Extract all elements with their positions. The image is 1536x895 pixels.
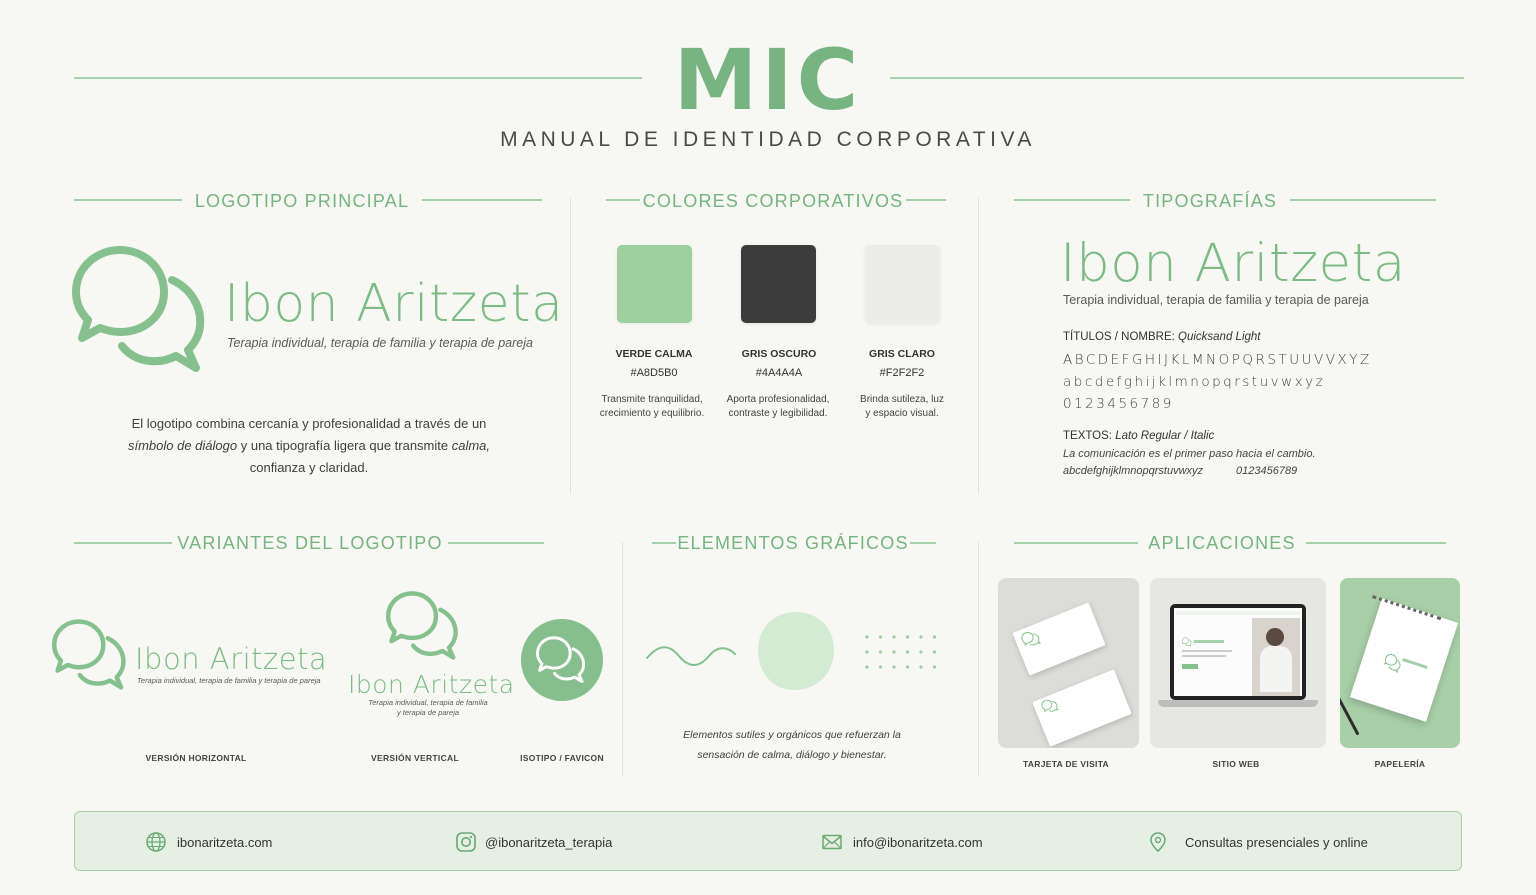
laptop-website-mockup — [1150, 578, 1326, 748]
location-text: Consultas presenciales y online — [1185, 834, 1368, 850]
dot — [933, 635, 936, 638]
caption-horizontal: VERSIÓN HORIZONTAL — [145, 753, 247, 763]
section-rule — [74, 542, 172, 544]
section-rule — [652, 542, 676, 544]
sample-lowercase: abcdefghijklmnopqrstuvwxyz — [1063, 465, 1204, 477]
mail-icon — [821, 831, 843, 853]
section-rule — [1290, 199, 1436, 201]
texts-font-label: TEXTOS: Lato Regular / Italic — [1063, 430, 1215, 442]
section-rule — [906, 199, 946, 201]
globe-icon — [145, 831, 167, 853]
uppercase-sample: ABCDEFGHIJKLMNOPQRSTUUVVXYZ — [1063, 352, 1372, 368]
speech-bubbles-icon — [52, 616, 130, 694]
contact-footer — [74, 811, 1462, 871]
divider — [978, 542, 979, 776]
titles-font-label: TÍTULOS / NOMBRE: Quicksand Light — [1063, 331, 1261, 343]
section-title-aplicaciones: APLICACIONES — [1148, 533, 1296, 553]
divider — [570, 198, 571, 494]
website-text: ibonaritzeta.com — [177, 834, 273, 850]
wave-graphic — [645, 640, 737, 670]
footer-instagram[interactable] — [455, 831, 612, 853]
digits-sample: 0123456789 — [1063, 396, 1174, 412]
section-rule — [1306, 542, 1446, 544]
dot — [933, 650, 936, 653]
section-title-tipografias: TIPOGRAFÍAS — [1142, 191, 1278, 211]
typography-tagline: Terapia individual, terapia de familia y terapia de pareja — [1063, 293, 1369, 307]
app-caption: SITIO WEB — [1212, 759, 1260, 769]
color-name: GRIS OSCURO — [741, 348, 817, 360]
page-title: MIC — [673, 31, 863, 129]
brand-name: Ibon Aritzeta — [224, 274, 564, 334]
section-rule — [422, 199, 542, 201]
color-description: Brinda sutileza, luz y espacio visual. — [860, 394, 944, 419]
dot — [865, 650, 868, 653]
notebook-mockup — [1340, 578, 1460, 748]
lowercase-sample: abcdefghijklmnopqrstuvwxyz — [1063, 374, 1326, 390]
dot — [906, 635, 909, 638]
dot — [892, 665, 895, 668]
color-name: VERDE CALMA — [615, 348, 693, 360]
caption-isotipo: ISOTIPO / FAVICON — [520, 753, 604, 763]
section-rule — [910, 542, 936, 544]
section-rule — [1014, 199, 1130, 201]
color-swatch-gris-oscuro — [741, 245, 816, 323]
caption-vertical: VERSIÓN VERTICAL — [371, 753, 459, 763]
color-hex: #F2F2F2 — [879, 367, 925, 379]
speech-bubbles-icon — [72, 240, 212, 380]
dot — [919, 665, 922, 668]
section-title-logo-principal: LOGOTIPO PRINCIPAL — [194, 191, 410, 211]
business-card-mockup — [998, 578, 1139, 748]
divider — [622, 542, 623, 776]
dot — [892, 650, 895, 653]
dot — [906, 650, 909, 653]
dot — [933, 665, 936, 668]
section-title-variantes: VARIANTES DEL LOGOTIPO — [177, 533, 443, 553]
section-title-elementos: ELEMENTOS GRÁFICOS — [677, 533, 909, 553]
app-caption: TARJETA DE VISITA — [1022, 759, 1109, 769]
graphics-description: Elementos sutiles y orgánicos que refuerzan la sensación de calma, diálogo y bienestar. — [683, 729, 901, 761]
color-swatch-verde-calma — [617, 245, 692, 323]
dots-pattern-graphic — [862, 632, 940, 672]
dot — [892, 635, 895, 638]
speech-bubbles-icon — [536, 634, 588, 686]
section-title-colores: COLORES CORPORATIVOS — [642, 191, 904, 211]
typography-brand-name: Ibon Aritzeta — [1060, 233, 1406, 294]
dot — [919, 635, 922, 638]
page-subtitle: MANUAL DE IDENTIDAD CORPORATIVA — [500, 128, 1036, 151]
dot — [919, 650, 922, 653]
dot — [906, 665, 909, 668]
section-rule — [74, 199, 182, 201]
divider — [978, 198, 979, 494]
color-description: Aporta profesionalidad, contraste y legibilidad. — [726, 394, 830, 419]
speech-bubbles-icon — [386, 588, 462, 664]
vertical-logo-name: Ibon Aritzeta — [348, 670, 515, 699]
section-rule — [606, 199, 640, 201]
organic-blob-graphic — [756, 610, 836, 692]
section-rule — [448, 542, 544, 544]
footer-website[interactable] — [145, 831, 272, 853]
instagram-text: @ibonaritzeta_terapia — [485, 834, 613, 850]
sample-sentence: La comunicación es el primer paso hacia el cambio. — [1063, 448, 1316, 460]
color-hex: #A8D5B0 — [630, 367, 678, 379]
instagram-icon — [455, 831, 477, 853]
dot — [879, 650, 882, 653]
dot — [879, 635, 882, 638]
horizontal-logo-name: Ibon Aritzeta — [135, 642, 328, 676]
footer-location — [1147, 831, 1368, 853]
sample-digits: 0123456789 — [1236, 465, 1298, 477]
dot — [865, 635, 868, 638]
footer-email[interactable] — [821, 831, 983, 853]
logo-description: El logotipo combina cercanía y profesionalidad a través de un símbolo de diálogo y una tipografía ligera que transmite calma, confianza y claridad. — [127, 416, 491, 475]
vertical-logo-tagline: Terapia individual, terapia de familia y terapia de pareja — [368, 698, 488, 717]
dot — [879, 665, 882, 668]
color-description: Transmite tranquilidad, crecimiento y equilibrio. — [599, 394, 705, 419]
color-swatch-gris-claro — [865, 245, 940, 323]
brand-tagline: Terapia individual, terapia de familia y terapia de pareja — [227, 336, 533, 350]
color-name: GRIS CLARO — [869, 348, 935, 360]
app-caption: PAPELERÍA — [1374, 759, 1426, 769]
color-hex: #4A4A4A — [755, 367, 803, 379]
location-pin-icon — [1147, 831, 1169, 853]
email-text: info@ibonaritzeta.com — [853, 834, 983, 850]
horizontal-logo-tagline: Terapia individual, terapia de familia y terapia de pareja — [137, 676, 321, 685]
section-rule — [1014, 542, 1138, 544]
dot — [865, 665, 868, 668]
